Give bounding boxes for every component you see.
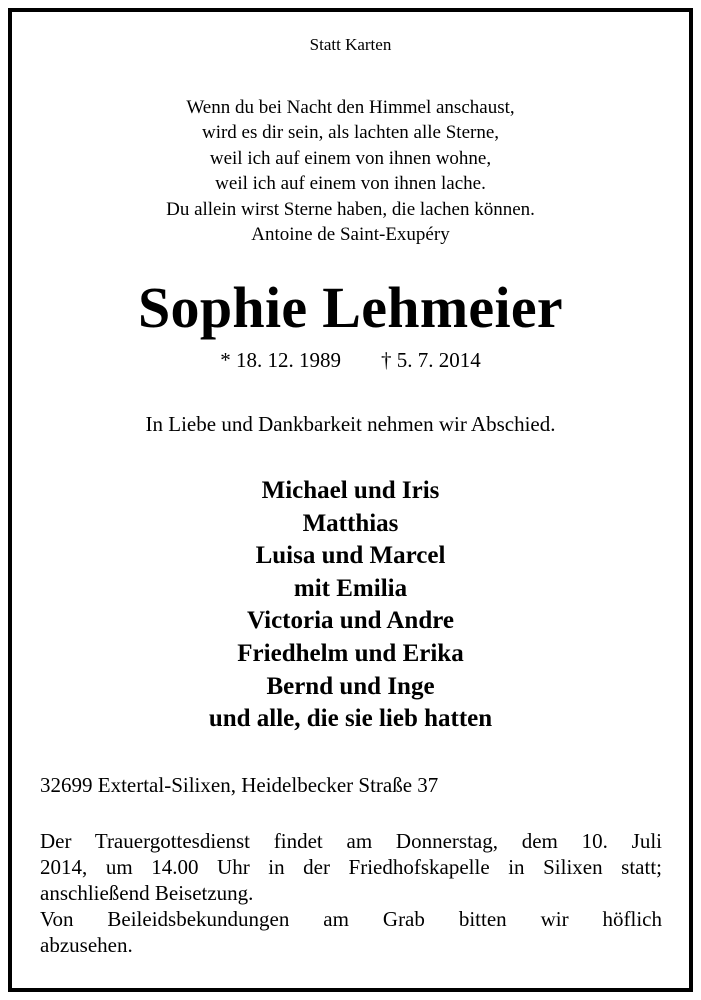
service-line: Von Beileidsbekundungen am Grab bitten wir höflich bbox=[40, 907, 662, 931]
birth-date: * 18. 12. 1989 bbox=[220, 348, 341, 372]
mourner-entry: Michael und Iris bbox=[261, 477, 440, 504]
mourner-entry: Matthias bbox=[302, 509, 399, 537]
mourner-entry: mit Emilia bbox=[293, 574, 408, 602]
poem-line: Wenn du bei Nacht den Himmel anschaust, bbox=[186, 97, 515, 118]
poem-author: Antoine de Saint-Exupéry bbox=[251, 224, 450, 246]
header-note: Statt Karten bbox=[309, 35, 392, 54]
service-line: abzusehen. bbox=[40, 933, 133, 957]
poem-line: wird es dir sein, als lachten alle Sterne, bbox=[201, 122, 500, 144]
mourner-entry: Victoria und Andre bbox=[247, 607, 454, 635]
poem-line: Du allein wirst Sterne haben, die lachen können. bbox=[166, 198, 535, 220]
mourner-entry: Bernd und Inge bbox=[266, 672, 435, 700]
service-line: 2014, um 14.00 Uhr in der Friedhofskapelle in Silixen statt; bbox=[40, 855, 662, 879]
deceased-name: Sophie Lehmeier bbox=[138, 275, 563, 340]
service-line: Der Trauergottesdienst findet am Donnerstag, dem 10. Juli bbox=[40, 829, 662, 853]
family-address: 32699 Extertal-Silixen, Heidelbecker Straße 37 bbox=[40, 773, 439, 797]
farewell-line: In Liebe und Dankbarkeit nehmen wir Abschied. bbox=[145, 412, 556, 436]
mourners-list bbox=[12, 475, 689, 736]
mourner-entry: Luisa und Marcel bbox=[255, 542, 446, 570]
mourner-entry: und alle, die sie lieb hatten bbox=[208, 705, 493, 733]
death-date: † 5. 7. 2014 bbox=[381, 348, 481, 372]
life-dates bbox=[12, 348, 689, 372]
poem-line: weil ich auf einem von ihnen wohne, bbox=[209, 147, 492, 169]
mourner-entry: Friedhelm und Erika bbox=[237, 639, 464, 667]
poem-line: weil ich auf einem von ihnen lache. bbox=[215, 173, 486, 195]
service-line: anschließend Beisetzung. bbox=[40, 881, 254, 905]
service-notice bbox=[40, 828, 662, 958]
poem-block bbox=[12, 95, 689, 247]
